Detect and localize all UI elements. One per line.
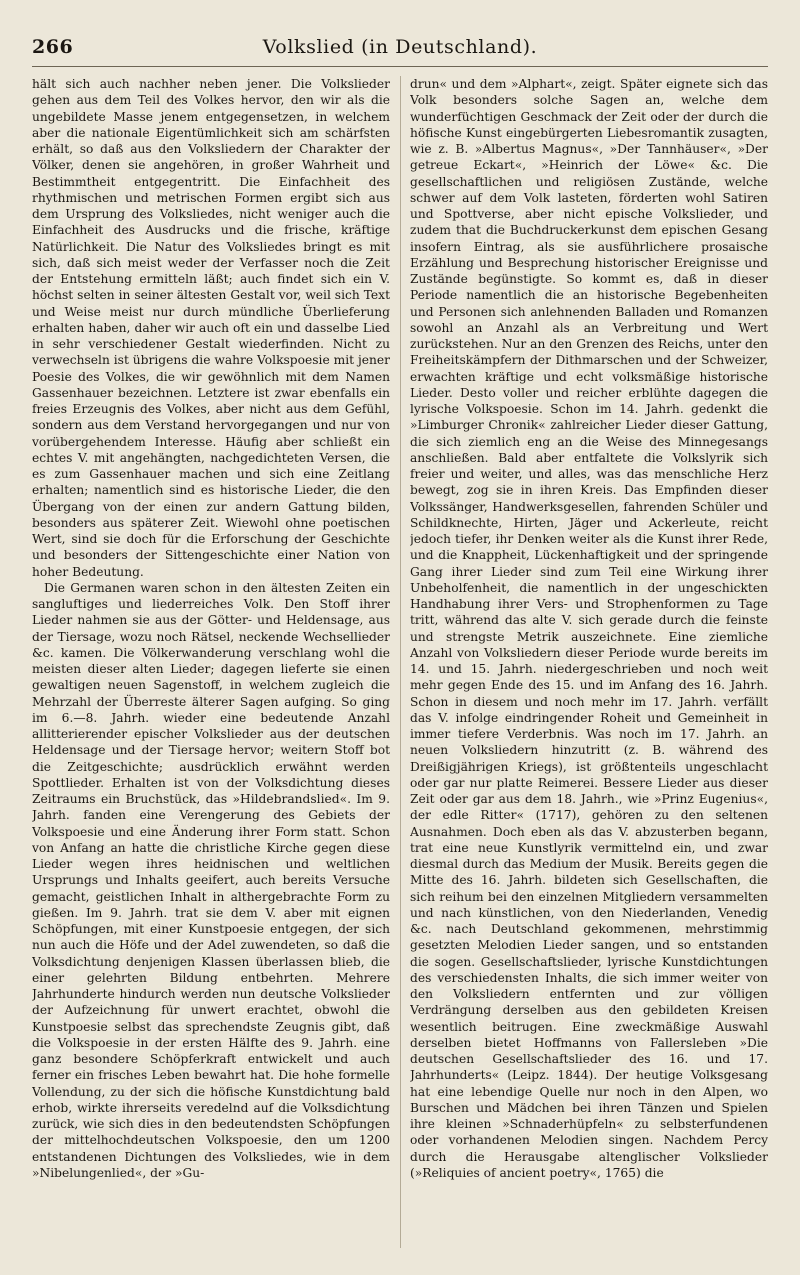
header-rule xyxy=(32,66,768,67)
paragraph: hält sich auch nachher neben jener. Die Volkslieder gehen aus dem Teil des Volkes hervor, den wir als die ungebildete Masse jenem entgegensetzen, in welchem aber die nationale Eigentümlichkeit sich am schärfsten erhält, so daß aus den Volksliedern der Charakter der Völker, denen sie angehören, in großer Wahrheit und Bestimmtheit entgegentritt. Die Einfachheit des rhythmischen und metrischen Formen ergibt sich aus dem Ursprung des Volksliedes, nicht weniger auch die Einfachheit des Ausdrucks und die frische, kräftige Natürlichkeit. Die Natur des Volksliedes bringt es mit sich, daß sich meist weder der Verfasser noch die Zeit der Entstehung ermitteln läßt; auch findet sich ein V. höchst selten in seiner ältesten Gestalt vor, weil sich Text und Weise meist nur durch mündliche Überlieferung erhalten haben, daher wir auch oft ein und dasselbe Lied in sehr verschiedener Gestalt wiederfinden. Nicht zu verwechseln ist übrigens die wahre Volkspoesie mit jener Poesie des Volkes, die wir gewöhnlich mit dem Namen Gassenhauer bezeichnen. Letztere ist zwar ebenfalls ein freies Erzeugnis des Volkes, aber nicht aus dem Gefühl, sondern aus dem Verstand hervorgegangen und nur von vorübergehendem Interesse. Häufig aber schließt ein echtes V. mit angehängten, nachgedichteten Versen, die es zum Gassenhauer machen und sich eine Zeitlang erhalten; namentlich sind es historische Lieder, die den Übergang von der einen zur andern Gattung bilden, besonders aus späterer Zeit. Wiewohl ohne poetischen Wert, sind sie doch für die Erforschung der Geschichte und besonders der Sittengeschichte einer Nation von hoher Bedeutung. xyxy=(32,77,390,579)
right-column xyxy=(410,76,768,1248)
left-column xyxy=(32,76,390,1248)
running-title: Volkslied (in Deutschland). xyxy=(262,36,538,58)
page-number: 266 xyxy=(32,36,74,58)
column-divider xyxy=(400,76,401,1248)
page-header xyxy=(32,36,768,66)
paragraph: drun« und dem »Alphart«, zeigt. Später eignete sich das Volk besonders solche Sagen an, welche dem wunderfüchtigen Geschmack der Zeit oder der durch die höfische Kunst eingebürgerten Liebesromantik zusagten, wie z. B. »Albertus Magnus«, »Der Tannhäuser«, »Der getreue Eckart«, »Heinrich der Löwe« &c. Die gesellschaftlichen und religiösen Zustände, welche schwer auf dem Volk lasteten, förderten wohl Satiren und Spottverse, aber nicht epische Volkslieder, und zudem that die Buchdruckerkunst dem epischen Gesang insofern Eintrag, als sie ausführlichere prosaische Erzählung und Besprechung historischer Ereignisse und Zustände begünstigte. So kommt es, daß in dieser Periode namentlich die an historische Begebenheiten und Personen sich anlehnenden Balladen und Romanzen sowohl an Anzahl als an Verbreitung und Wert zurückstehen. Nur an den Grenzen des Reichs, unter den Freiheitskämpfern der Dithmarschen und der Schweizer, erwachten kräftige und echt volksmäßige historische Lieder. Desto voller und reicher erblühte dagegen die lyrische Volkspoesie. Schon im 14. Jahrh. gedenkt die »Limburger Chronik« zahlreicher Lieder dieser Gattung, die sich ziemlich eng an die Weise des Minnegesangs anschließen. Bald aber entfaltete die Volkslyrik sich freier und weiter, und alles, was das menschliche Herz bewegt, zog sie in ihren Kreis. Das Empfinden dieser Volkssänger, Handwerksgesellen, fahrenden Schüler und Schildknechte, Hirten, Jäger und Ackerleute, reicht jedoch tiefer, ihr Denken weiter als die Kunst ihrer Rede, und die Knappheit, Lückenhaftigkeit und der springende Gang ihrer Lieder sind zum Teil eine Wirkung ihrer Unbeholfenheit, die namentlich in der ungeschickten Handhabung ihrer Vers- und Strophenformen zu Tage tritt, während das alte V. sich gerade durch die feinste und strengste Metrik auszeichnete. Eine ziemliche Anzahl von Volksliedern dieser Periode wurde bereits im 14. und 15. Jahrh. niedergeschrieben und noch weit mehr gegen Ende des 15. und im Anfang des 16. Jahrh. Schon in diesem und noch mehr im 17. Jahrh. verfällt das V. infolge eindringender Roheit und Gemeinheit in immer tiefere Verderbnis. Was noch im 17. Jahrh. an neuen Volksliedern hinzutritt (z. B. während des Dreißigjährigen Kriegs), ist größtenteils ungeschlacht oder gar nur platte Reimerei. Bessere Lieder aus dieser Zeit oder gar aus dem 18. Jahrh., wie »Prinz Eugenius«, der edle Ritter« (1717), gehören zu den seltenen Ausnahmen. Doch eben als das V. abzusterben begann, trat eine neue Kunstlyrik vermittelnd ein, und zwar diesmal durch das Medium der Musik. Bereits gegen die Mitte des 16. Jahrh. bildeten sich Gesellschaften, die sich reihum bei den einzelnen Mitgliedern versammelten und nach künstlichen, von den Niederlanden, Venedig &c. nach Deutschland gekommenen, mehrstimmig gesetzten Melodien Lieder sangen, und so entstanden die sogen. Gesellschaftslieder, lyrische Kunstdichtungen des verschiedensten Inhalts, die sich immer weiter von den Volksliedern entfernten und zur völligen Verdrängung derselben aus den gebildeten Kreisen wesentlich beitrugen. Eine zweckmäßige Auswahl derselben bietet Hoffmanns von Fallersleben »Die deutschen Gesellschaftslieder des 16. und 17. Jahrhunderts« (Leipz. 1844). Der heutige Volksgesang hat eine lebendige Quelle nur noch in den Alpen, wo Burschen und Mädchen bei ihren Tänzen und Spielen ihre kleinen »Schnaderhüpfeln« zu selbsterfundenen oder vorhandenen Melodien singen. Nachdem Percy durch die Herausgabe altenglischer Volkslieder (»Reliquies of ancient poetry«, 1765) die xyxy=(410,77,768,1180)
paragraph: Die Germanen waren schon in den ältesten Zeiten ein sangluftiges und liederreiches Volk. Den Stoff ihrer Lieder nahmen sie aus der Götter- und Heldensage, aus der Tiersage, wozu noch Rätsel, neckende Wechsellieder &c. kamen. Die Völkerwanderung verschlang wohl die meisten dieser alten Lieder; dagegen lieferte sie einen gewaltigen neuen Sagenstoff, in welchem zugleich die Mehrzahl der Überreste älterer Sagen aufging. So ging im 6.—8. Jahrh. wieder eine bedeutende Anzahl allitterierender epischer Volkslieder aus der deutschen Heldensage und der Tiersage hervor; weitern Stoff bot die Zeitgeschichte; ausdrücklich erwähnt werden Spottlieder. Erhalten ist von der Volksdichtung dieses Zeitraums ein Bruchstück, das »Hildebrandslied«. Im 9. Jahrh. fanden eine Verengerung des Gebiets der Volkspoesie und eine Änderung ihrer Form statt. Schon von Anfang an hatte die christliche Kirche gegen diese Lieder wegen ihres heidnischen und weltlichen Ursprungs und Inhalts geeifert, auch bereits Versuche gemacht, geistlichen Inhalt in althergebrachte Form zu gießen. Im 9. Jahrh. trat sie dem V. aber mit eignen Schöpfungen, mit einer Kunstpoesie entgegen, der sich nun auch die Höfe und der Adel zuwendeten, so daß die Volksdichtung denjenigen Klassen überlassen blieb, die einer gelehrten Bildung entbehrten. Mehrere Jahrhunderte hindurch werden nun deutsche Volkslieder der Aufzeichnung für unwert erachtet, obwohl die Kunstpoesie selbst das sprechendste Zeugnis gibt, daß die Volkspoesie in der ersten Hälfte des 9. Jahrh. eine ganz besondere Schöpferkraft entwickelt und auch ferner ein frisches Leben bewahrt hat. Die hohe formelle Vollendung, zu der sich die höfische Kunstdichtung bald erhob, wirkte ihrerseits veredelnd auf die Volksdichtung zurück, wie sich dies in den bedeutendsten Schöpfungen der mittelhochdeutschen Volkspoesie, den um 1200 entstandenen Dichtungen des Volksliedes, wie in dem »Nibelungenlied«, der »Gu- xyxy=(32,580,390,1180)
